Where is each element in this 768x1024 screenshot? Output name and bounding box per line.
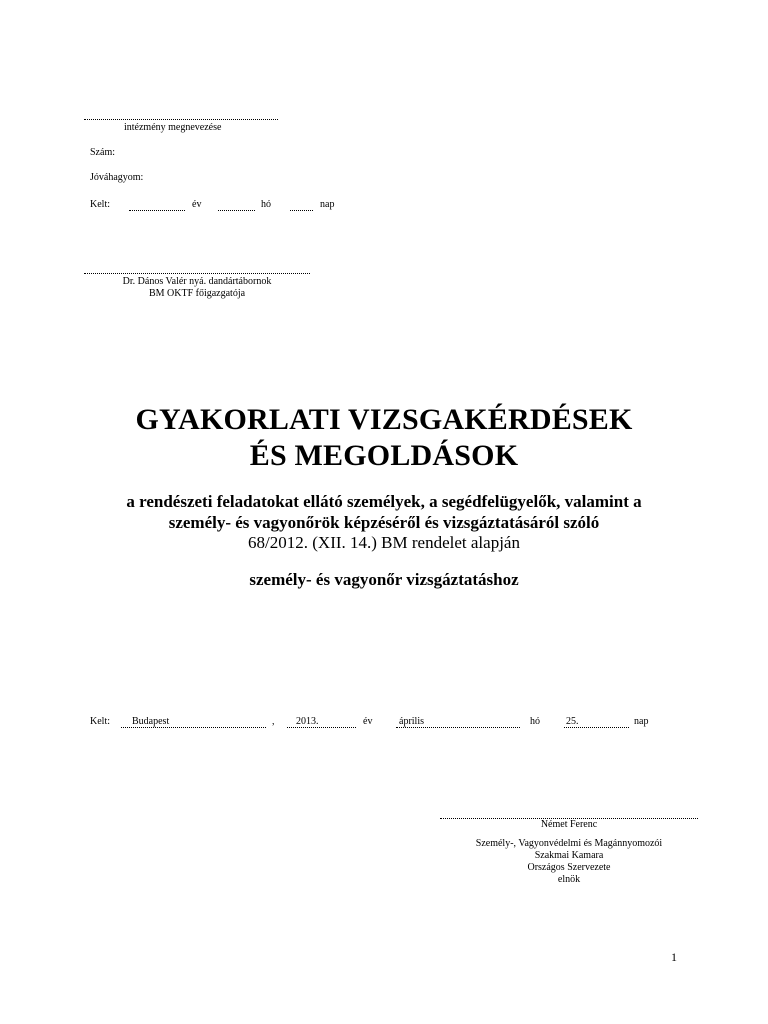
- approver-title: BM OKTF főigazgatója: [148, 288, 246, 299]
- signer-org-line2: Szakmai Kamara: [534, 850, 604, 861]
- szam-label: Szám:: [90, 147, 115, 158]
- footer-day: 25.: [566, 716, 579, 727]
- footer-nap-label: nap: [634, 716, 649, 727]
- footer-ho-label: hó: [530, 716, 540, 727]
- signer-role: elnök: [557, 874, 581, 885]
- subtitle-line2: [0, 513, 768, 533]
- footer-year-line: [287, 727, 356, 728]
- page-number: 1: [671, 950, 677, 964]
- footer-place: Budapest: [132, 716, 170, 727]
- approver-signature-line: [84, 273, 310, 274]
- institution-line: [84, 119, 278, 120]
- subtitle-line2-text: személy- és vagyonőrök képzéséről és vizsgáztatásáról szóló: [168, 513, 600, 532]
- footer-day-line: [564, 727, 629, 728]
- institution-label: intézmény megnevezése: [124, 122, 222, 133]
- kelt-year-blank: [129, 210, 185, 211]
- approver-name: Dr. Dános Valér nyá. dandártábornok: [122, 276, 272, 287]
- page-title-line2: ÉS MEGOLDÁSOK: [249, 439, 519, 472]
- footer-kelt-label: Kelt:: [90, 716, 110, 727]
- signer-org-line1: Személy-, Vagyonvédelmi és Magánnyomozói: [475, 838, 663, 849]
- signer-org-line3: Országos Szervezete: [527, 862, 611, 873]
- footer-month-line: [396, 727, 520, 728]
- page-title-line1: GYAKORLATI VIZSGAKÉRDÉSEK: [135, 403, 633, 436]
- ho-label: hó: [261, 199, 271, 210]
- footer-ev-label: év: [363, 716, 373, 727]
- kelt-label: Kelt:: [90, 199, 110, 210]
- kelt-month-blank: [218, 210, 255, 211]
- subtitle-line1: a rendészeti feladatokat ellátó személyek, a segédfelügyelők, valamint a: [126, 492, 642, 511]
- ev-label: év: [192, 199, 202, 210]
- footer-year: 2013.: [296, 716, 319, 727]
- footer-place-line: [121, 727, 266, 728]
- kelt-day-blank: [290, 210, 313, 211]
- jovahagyom-label: Jóváhagyom:: [90, 172, 144, 183]
- subtitle-line4: személy- és vagyonőr vizsgáztatáshoz: [249, 570, 519, 589]
- subtitle-line3: 68/2012. (XII. 14.) BM rendelet alapján: [248, 533, 520, 552]
- footer-month: április: [399, 716, 424, 727]
- signer-name: Német Ferenc: [540, 819, 598, 830]
- nap-label: nap: [320, 199, 335, 210]
- footer-comma: ,: [272, 716, 275, 727]
